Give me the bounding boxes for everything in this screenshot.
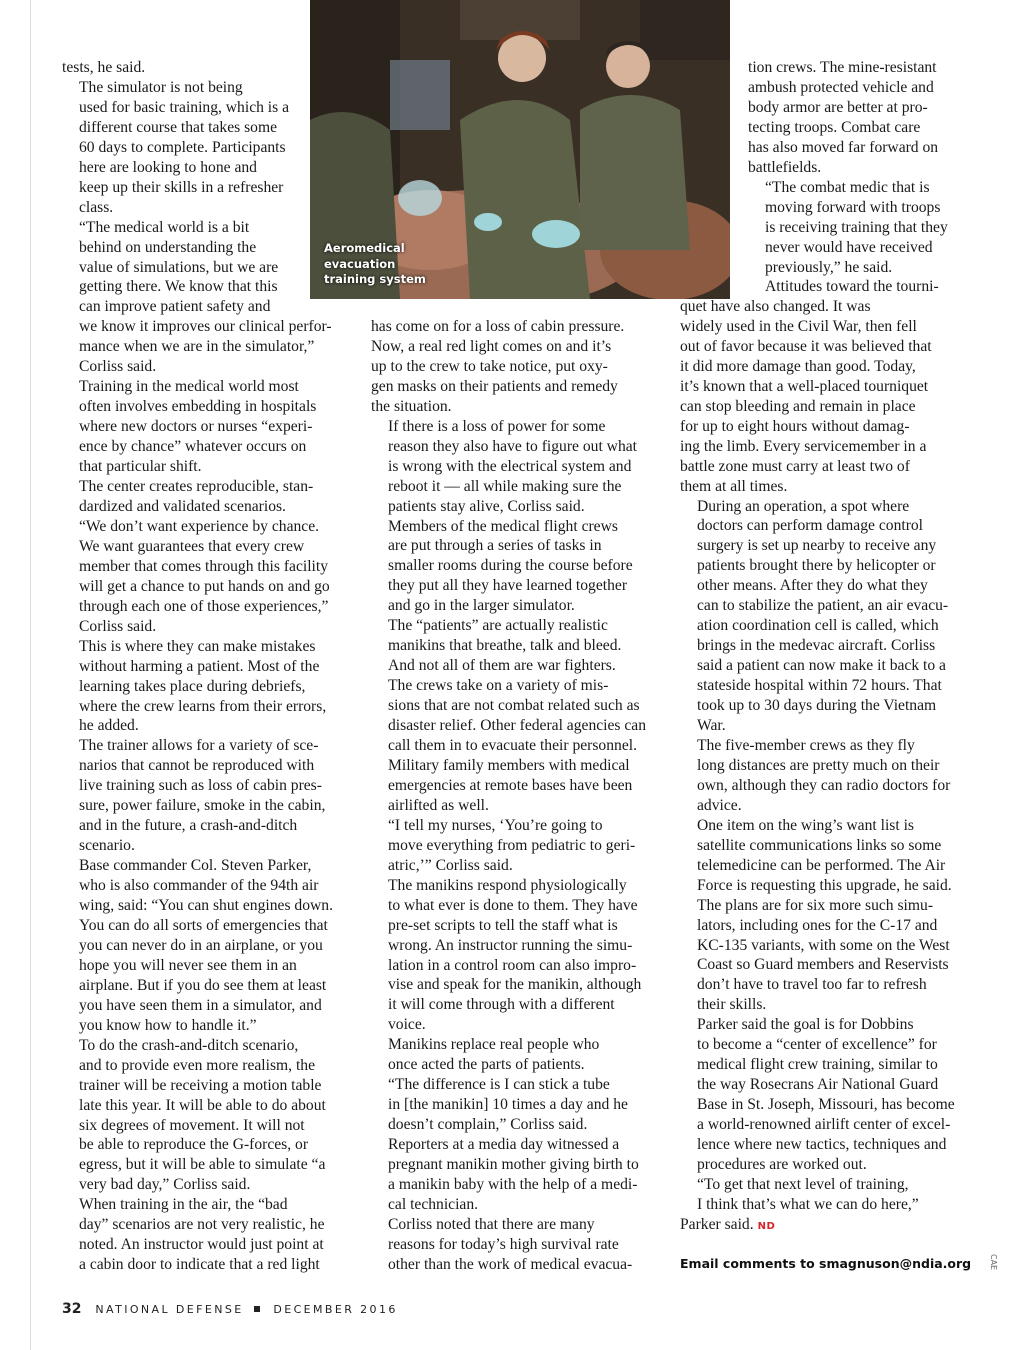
text-line: don’t have to travel too far to refresh xyxy=(697,976,927,994)
text-line: Parker said the goal is for Dobbins xyxy=(697,1016,914,1034)
text-line: a world-renowned airlift center of excel- xyxy=(697,1116,951,1134)
text-line: behind on understanding the xyxy=(79,238,257,256)
text-line: move everything from pediatric to geri- xyxy=(388,836,636,854)
text-line: reasons for today’s high survival rate xyxy=(388,1235,619,1253)
text-line: Members of the medical flight crews xyxy=(388,517,618,535)
text-line: the way Rosecrans Air National Guard xyxy=(697,1076,939,1094)
text-line: ence by chance” whatever occurs on xyxy=(79,438,307,456)
text-line: wing, said: “You can shut engines down. xyxy=(79,897,333,915)
paragraph xyxy=(748,277,963,297)
text-line: manikins that breathe, talk and bleed. xyxy=(388,637,622,655)
text-line: where new doctors or nurses “experi- xyxy=(79,418,313,436)
text-line: To do the crash-and-ditch scenario, xyxy=(79,1036,299,1054)
text-line: different course that takes some xyxy=(79,118,278,136)
paragraph xyxy=(371,816,656,876)
text-line: Base in St. Joseph, Missouri, has become xyxy=(697,1096,955,1114)
paragraph xyxy=(371,616,656,676)
text-line: and to provide even more realism, the xyxy=(79,1056,315,1074)
text-line: Corliss said. xyxy=(79,617,157,635)
text-line: here are looking to hone and xyxy=(79,158,257,176)
caption-line: Aeromedical xyxy=(324,241,405,255)
paragraph xyxy=(371,1215,656,1275)
text-line: mance when we are in the simulator,” xyxy=(79,338,315,356)
text-line: atric,’” Corliss said. xyxy=(388,856,513,874)
text-line: through each one of those experiences,” xyxy=(79,597,329,615)
text-line: “The difference is I can stick a tube xyxy=(388,1076,610,1094)
text-line: telemedicine can be performed. The Air xyxy=(697,856,946,874)
text-line: Training in the medical world most xyxy=(79,378,299,396)
paragraph xyxy=(62,477,346,517)
text-line: without harming a patient. Most of the xyxy=(79,657,320,675)
text-line: has also moved far forward on xyxy=(748,138,939,156)
text-line: will get a chance to put hands on and go xyxy=(79,577,330,595)
text-line: is wrong with the electrical system and xyxy=(388,457,632,475)
paragraph xyxy=(62,1036,346,1196)
paragraph xyxy=(62,736,346,856)
text-line: surgery is set up nearby to receive any xyxy=(697,537,937,555)
paragraph xyxy=(371,876,656,1036)
text-line: The center creates reproducible, stan- xyxy=(79,478,314,496)
text-line: is receiving training that they xyxy=(765,218,948,236)
text-line: Military family members with medical xyxy=(388,756,630,774)
text-line: own, although they can radio doctors for xyxy=(697,776,951,794)
text-line: call them in to evacuate their personnel. xyxy=(388,737,637,755)
text-line: to become a “center of excellence” for xyxy=(697,1036,937,1054)
paragraph xyxy=(680,1015,963,1175)
text-line: vise and speak for the manikin, although xyxy=(388,976,642,994)
text-line: lence where new tactics, techniques and xyxy=(697,1136,947,1154)
text-line: it will come through with a different xyxy=(388,996,615,1014)
footer-separator xyxy=(254,1306,260,1312)
text-line: reason they also have to figure out what xyxy=(388,437,637,455)
text-line: class. xyxy=(79,198,114,216)
text-line: we know it improves our clinical perfor- xyxy=(79,318,332,336)
text-line: often involves embedding in hospitals xyxy=(79,398,317,416)
text-line: “The combat medic that is xyxy=(765,178,930,196)
text-line: getting there. We know that this xyxy=(79,278,278,296)
text-line: “The medical world is a bit xyxy=(79,218,250,236)
text-line: cal technician. xyxy=(388,1195,479,1213)
text-line: dardized and validated scenarios. xyxy=(79,497,286,515)
paragraph xyxy=(62,377,346,477)
text-line: he added. xyxy=(79,717,139,735)
text-line: The manikins respond physiologically xyxy=(388,876,627,894)
text-line: body armor are better at pro- xyxy=(748,98,928,116)
text-line: day” scenarios are not very realistic, he xyxy=(79,1216,325,1234)
text-line: are put through a series of tasks in xyxy=(388,537,602,555)
text-line: moving forward with troops xyxy=(765,198,941,216)
text-line: can stop bleeding and remain in place xyxy=(680,397,916,415)
paragraph xyxy=(371,1035,656,1075)
text-line: member that comes through this facility xyxy=(79,557,329,575)
text-line: The trainer allows for a variety of sce- xyxy=(79,737,319,755)
caption-line: evacuation xyxy=(324,256,396,271)
text-line: patients stay alive, Corliss said. xyxy=(388,497,585,515)
text-line: who is also commander of the 94th air xyxy=(79,877,319,895)
text-line: lators, including ones for the C-17 and xyxy=(697,916,938,934)
text-line: KC-135 variants, with some on the West xyxy=(697,936,950,954)
text-line: Now, a real red light comes on and it’s xyxy=(371,337,612,355)
text-line: be able to reproduce the G-forces, or xyxy=(79,1136,309,1154)
text-line: in [the manikin] 10 times a day and he xyxy=(388,1096,628,1114)
text-line: you can never do in an airplane, or you xyxy=(79,936,323,954)
text-line: six degrees of movement. It will not xyxy=(79,1116,305,1134)
text-line: The five-member crews as they fly xyxy=(697,736,915,754)
paragraph xyxy=(62,856,346,1036)
text-line: can to stabilize the patient, an air evacu- xyxy=(697,597,949,615)
publication-name: NATIONAL DEFENSE xyxy=(95,1303,244,1316)
text-line: pregnant manikin mother giving birth to xyxy=(388,1156,639,1174)
text-line: ambush protected vehicle and xyxy=(748,78,934,96)
column-2 xyxy=(371,317,656,1275)
text-line: and go in the larger simulator. xyxy=(388,597,575,615)
text-line: emergencies at remote bases have been xyxy=(388,776,633,794)
column-3 xyxy=(680,297,963,1237)
text-line: War. xyxy=(697,717,726,735)
paragraph xyxy=(62,517,346,637)
text-line: voice. xyxy=(388,1016,426,1034)
text-line: The “patients” are actually realistic xyxy=(388,617,608,635)
text-line: airplane. But if you do see them at least xyxy=(79,976,327,994)
text-line: pre-set scripts to tell the staff what is xyxy=(388,916,618,934)
text-line: brings in the medevac aircraft. Corliss xyxy=(697,637,936,655)
text-line: them at all times. xyxy=(680,477,788,495)
paragraph xyxy=(62,218,346,378)
text-line: widely used in the Civil War, then fell xyxy=(680,317,917,335)
text-line: sure, power failure, smoke in the cabin, xyxy=(79,797,326,815)
text-line: gen masks on their patients and remedy xyxy=(371,377,618,395)
page-edge-rule xyxy=(30,0,31,1350)
text-line: airlifted as well. xyxy=(388,796,489,814)
text-line: medical flight crew training, similar to xyxy=(697,1056,938,1074)
text-line: Manikins replace real people who xyxy=(388,1036,600,1054)
text-line: late this year. It will be able to do about xyxy=(79,1096,326,1114)
paragraph xyxy=(371,1135,656,1215)
paragraph xyxy=(680,736,963,816)
paragraph xyxy=(371,1075,656,1135)
text-line: once acted the parts of patients. xyxy=(388,1056,585,1074)
issue-date: DECEMBER 2016 xyxy=(273,1303,398,1316)
text-line: Force is requesting this upgrade, he said. xyxy=(697,876,952,894)
email-comments: Email comments to smagnuson@ndia.org xyxy=(680,1256,972,1271)
text-line: can improve patient safety and xyxy=(79,298,271,316)
text-line: live training such as loss of cabin pres- xyxy=(79,777,322,795)
paragraph xyxy=(371,676,656,816)
text-line: The plans are for six more such simu- xyxy=(697,896,934,914)
text-line: The crews take on a variety of mis- xyxy=(388,677,609,695)
text-line: that particular shift. xyxy=(79,458,202,476)
text-line: keep up their skills in a refresher xyxy=(79,178,284,196)
text-line: other means. After they do what they xyxy=(697,577,928,595)
paragraph xyxy=(62,58,346,78)
text-line: procedures are worked out. xyxy=(697,1155,867,1173)
text-line: tion crews. The mine-resistant xyxy=(748,59,937,76)
paragraph xyxy=(62,78,346,218)
text-line: took up to 30 days during the Vietnam xyxy=(697,697,937,715)
text-line: And not all of them are war fighters. xyxy=(388,657,616,675)
text-line: you have seen them in a simulator, and xyxy=(79,996,322,1014)
text-line: you know how to handle it.” xyxy=(79,1016,257,1034)
text-line: for up to eight hours without damag- xyxy=(680,417,910,435)
text-line: 60 days to complete. Participants xyxy=(79,138,286,156)
page-number: 32 xyxy=(62,1301,82,1317)
text-line: battle zone must carry at least two of xyxy=(680,457,910,475)
text-line: tests, he said. xyxy=(62,59,146,76)
text-line: used for basic training, which is a xyxy=(79,98,290,116)
text-line: Reporters at a media day witnessed a xyxy=(388,1136,620,1154)
text-line: Parker said. xyxy=(680,1215,754,1233)
paragraph xyxy=(680,497,963,736)
text-line: If there is a loss of power for some xyxy=(388,417,606,435)
text-line: other than the work of medical evacua- xyxy=(388,1255,633,1273)
text-line: a manikin baby with the help of a medi- xyxy=(388,1175,638,1193)
text-line: We want guarantees that every crew xyxy=(79,537,305,555)
text-line: doctors can perform damage control xyxy=(697,517,924,535)
text-line: said a patient can now make it back to a xyxy=(697,657,946,675)
text-line: During an operation, a spot where xyxy=(697,497,910,515)
text-line: reboot it — all while making sure the xyxy=(388,477,622,495)
page-footer xyxy=(62,1301,398,1317)
text-line: quet have also changed. It was xyxy=(680,298,871,315)
column-1 xyxy=(62,58,346,1275)
text-line: it’s known that a well-placed tourniquet xyxy=(680,377,929,395)
paragraph xyxy=(680,297,963,497)
column-3-top xyxy=(748,58,963,297)
text-line: wrong. An instructor running the simu- xyxy=(388,936,633,954)
text-line: the situation. xyxy=(371,397,452,415)
text-line: disaster relief. Other federal agencies can xyxy=(388,717,647,735)
text-line: long distances are pretty much on their xyxy=(697,756,940,774)
paragraph xyxy=(62,637,346,737)
text-line: One item on the wing’s want list is xyxy=(697,816,914,834)
paragraph xyxy=(371,417,656,517)
text-line: “We don’t want experience by chance. xyxy=(79,517,320,535)
text-line: learning takes place during debriefs, xyxy=(79,677,306,695)
text-line: Corliss said. xyxy=(79,358,157,376)
paragraph xyxy=(748,178,963,278)
text-line: Base commander Col. Steven Parker, xyxy=(79,857,312,875)
text-line: The simulator is not being xyxy=(79,78,243,96)
paragraph xyxy=(680,816,963,896)
text-line: up to the crew to take notice, put oxy- xyxy=(371,357,608,375)
text-line: previously,” he said. xyxy=(765,258,893,276)
text-line: “To get that next level of training, xyxy=(697,1175,909,1193)
text-line: satellite communications links so some xyxy=(697,836,942,854)
text-line: to what ever is done to them. They have xyxy=(388,896,638,914)
paragraph xyxy=(680,1175,963,1237)
text-line: I think that’s what we can do here,” xyxy=(697,1195,919,1213)
photo-credit: CAE xyxy=(989,1254,998,1271)
text-line: where the crew learns from their errors, xyxy=(79,697,327,715)
paragraph xyxy=(680,896,963,1016)
text-line: “I tell my nurses, ‘You’re going to xyxy=(388,816,603,834)
paragraph xyxy=(748,58,963,178)
text-line: This is where they can make mistakes xyxy=(79,637,316,655)
paragraph xyxy=(371,517,656,617)
text-line: very bad day,” Corliss said. xyxy=(79,1176,251,1194)
text-line: Coast so Guard members and Reservists xyxy=(697,956,949,974)
text-line: smaller rooms during the course before xyxy=(388,557,633,575)
text-line: a cabin door to indicate that a red light xyxy=(79,1256,320,1274)
text-line: narios that cannot be reproduced with xyxy=(79,757,315,775)
text-line: doesn’t complain,” Corliss said. xyxy=(388,1116,588,1134)
text-line: their skills. xyxy=(697,996,767,1014)
text-line: patients brought there by helicopter or xyxy=(697,557,936,575)
text-line: out of favor because it was believed that xyxy=(680,337,932,355)
text-line: hope you will never see them in an xyxy=(79,956,297,974)
text-line: egress, but it will be able to simulate “a xyxy=(79,1156,326,1174)
text-line: scenario. xyxy=(79,837,135,855)
text-line: tecting troops. Combat care xyxy=(748,118,921,136)
text-line: trainer will be receiving a motion table xyxy=(79,1076,322,1094)
text-line: never would have received xyxy=(765,238,933,256)
text-line: Attitudes toward the tourni- xyxy=(765,278,939,296)
text-line: ing the limb. Every servicemember in a xyxy=(680,437,927,455)
text-line: value of simulations, but we are xyxy=(79,258,279,276)
text-line: stateside hospital within 72 hours. That xyxy=(697,677,942,695)
text-line: it did more damage than good. Today, xyxy=(680,357,916,375)
text-line: battlefields. xyxy=(748,158,822,176)
end-mark-nd: ND xyxy=(753,1220,776,1232)
text-line: sions that are not combat related such as xyxy=(388,697,640,715)
text-line: Corliss noted that there are many xyxy=(388,1215,595,1233)
paragraph xyxy=(371,317,656,417)
text-line: advice. xyxy=(697,796,742,814)
text-line: and in the future, a crash-and-ditch xyxy=(79,817,298,835)
text-line: has come on for a loss of cabin pressure. xyxy=(371,318,625,335)
text-line: they put all they have learned together xyxy=(388,577,628,595)
text-line: You can do all sorts of emergencies that xyxy=(79,916,328,934)
text-line: ation coordination cell is called, which xyxy=(697,617,939,635)
text-line: noted. An instructor would just point at xyxy=(79,1236,324,1254)
caption-line: training system xyxy=(324,272,426,286)
text-line: lation in a control room can also impro- xyxy=(388,956,637,974)
text-line: When training in the air, the “bad xyxy=(79,1196,288,1214)
paragraph xyxy=(62,1195,346,1275)
